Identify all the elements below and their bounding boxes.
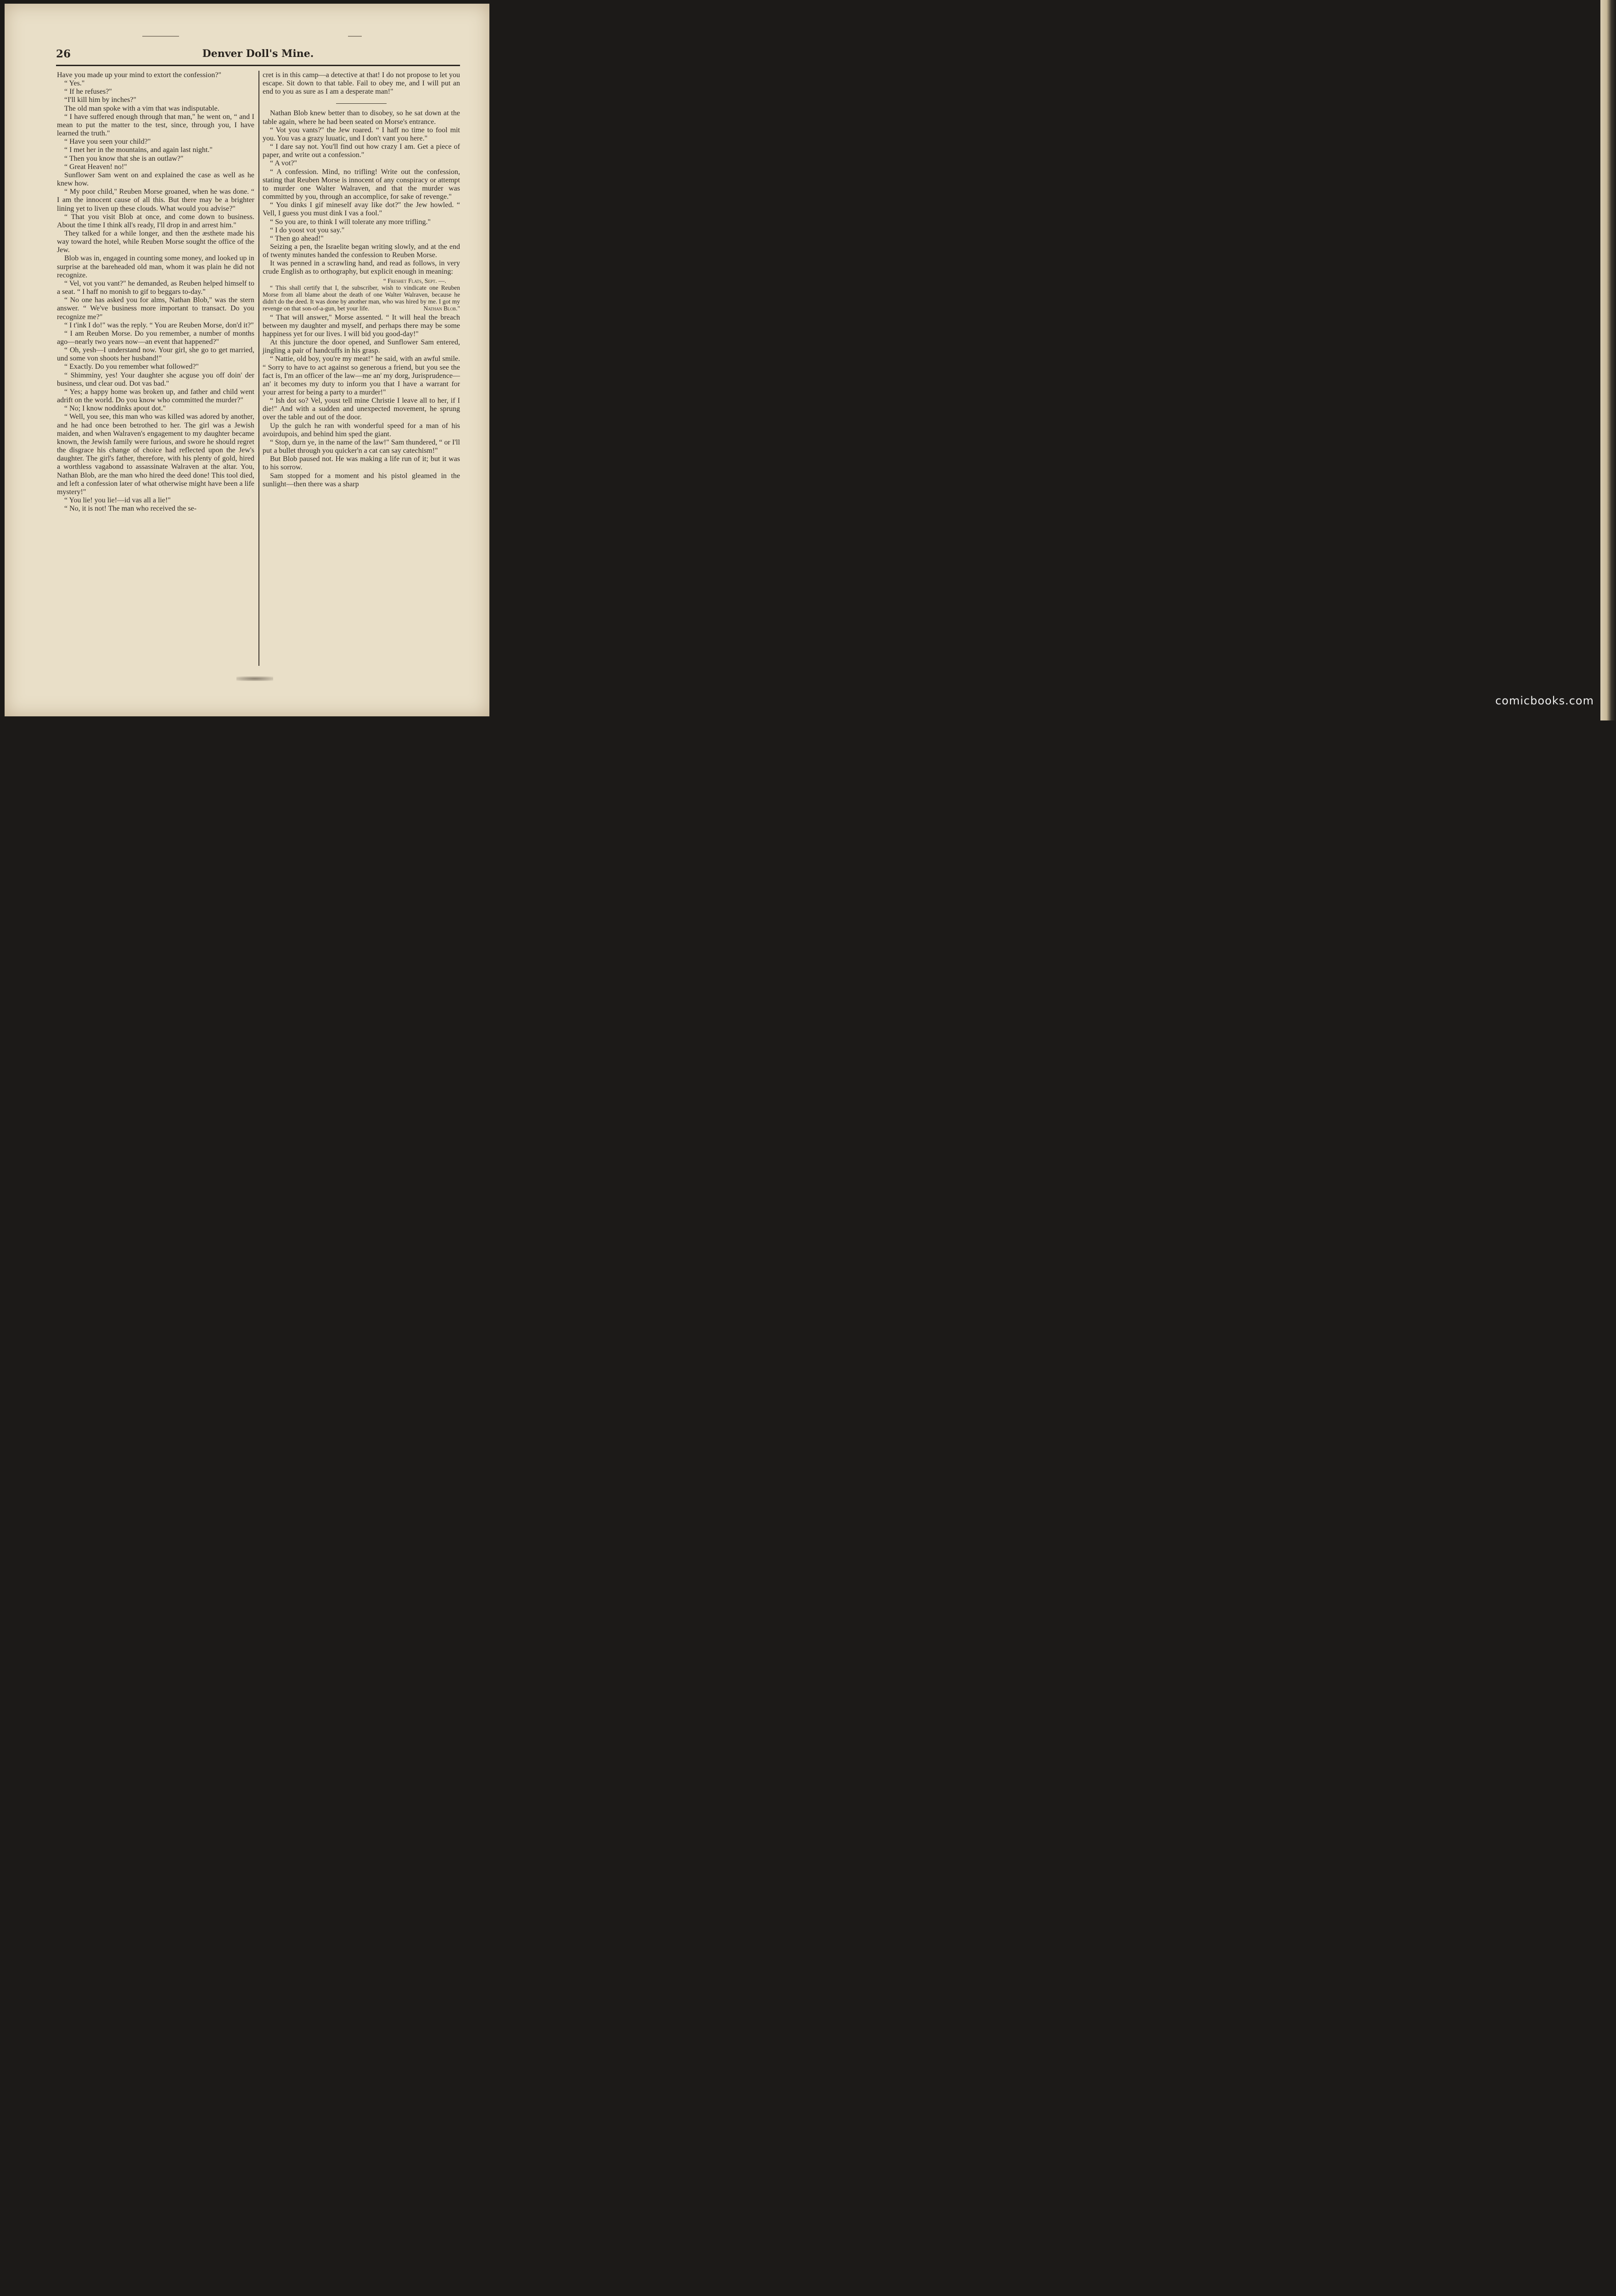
confession-letter [263, 277, 460, 312]
paragraph: Seizing a pen, the Israelite began writing slowly, and at the end of twenty minutes handed the confession to Reuben Morse. [263, 242, 460, 259]
paragraph: The old man spoke with a vim that was indisputable. [64, 104, 219, 113]
paragraph: “ Stop, durn ye, in the name of the law!" Sam thundered, “ or I'll put a bullet through you quicker'n a cat can say catechism!" [263, 438, 460, 455]
right-column-bottom [263, 314, 460, 489]
paragraph: “ Great Heaven! no!" [64, 163, 127, 171]
paragraph: “ My poor child," Reuben Morse groaned, when he was done. “ I am the innocent cause of all this. But there may be a brighter lining yet to liven up these clouds. What would you advise?" [57, 188, 254, 213]
column-divider [258, 71, 259, 666]
book-page [5, 4, 489, 716]
paragraph: “ Nattie, old boy, you're my meat!" he said, with an awful smile. “ Sorry to have to act against so generous a friend, but you see the fact is, I'm an officer of the law—me an' my dorg, Jurisprudence—an' it becomes my duty to inform you that I have a warrant for your arrest for being a party to a murder!" [263, 355, 460, 396]
paragraph: “ Then you know that she is an outlaw?" [64, 154, 184, 163]
paragraph: “ That you visit Blob at once, and come down to business. About the time I think all's ready, I'll drop in and arrest him." [57, 213, 254, 229]
paragraph: At this juncture the door opened, and Sunflower Sam entered, jingling a pair of handcuffs in his grasp. [263, 338, 460, 355]
paragraph: “ Exactly. Do you remember what followed?" [64, 363, 199, 371]
paragraph: It was penned in a scrawling hand, and read as follows, in very crude English as to orthography, but explicit enough in meaning: [263, 259, 460, 276]
paragraph: “ I have suffered enough through that man," he went on, “ and I mean to put the matter to the test, since, through you, I have learned the truth." [57, 113, 254, 138]
paragraph: “ Well, you see, this man who was killed was adored by another, and he had once been betrothed to her. The girl was a Jewish maiden, and when Walraven's engagement to my daughter became known, the Jewish family were furious, and swore he should regret the disgrace his change of choice had reflected upon the Jew's daughter. The girl's father, therefore, with his plenty of gold, hired a worthless vagabond to assassinate Walraven at the altar. You, Nathan Blob, are the man who hired the deed done! This tool died, and left a confession later of what otherwise might have been a life mystery!" [57, 413, 254, 496]
page-number: 26 [56, 48, 71, 60]
paragraph: Up the gulch he ran with wonderful speed for a man of his avoirdupois, and behind him sped the giant. [263, 422, 460, 438]
paragraph: “ I t'ink I do!" was the reply. “ You are Reuben Morse, don'd it?" [64, 321, 254, 329]
paragraph: “ I do yoost vot you say." [270, 226, 345, 234]
paragraph: “ I met her in the mountains, and again last night." [64, 146, 213, 154]
paragraph: “ No one has asked you for alms, Nathan Blob," was the stern answer. “ We've business more important to transact. Do you recognize me?" [57, 296, 254, 321]
paragraph: “ Yes; a happy home was broken up, and father and child went adrift on the world. Do you know who committed the murder?" [57, 388, 254, 405]
binding-edge [1600, 0, 1616, 720]
paragraph: “ Oh, yesh—I understand now. Your girl, she go to get married, und some von shoots her husband!" [57, 346, 254, 363]
paragraph: “ That will answer," Morse assented. “ It will heal the breach between my daughter and myself, and perhaps there may be some happiness yet for our lives. I will bid you good-day!" [263, 313, 460, 338]
right-column [263, 71, 460, 489]
paragraph: “ You lie! you lie!—id vas all a lie!" [64, 496, 171, 504]
header-rule [56, 65, 460, 66]
paragraph: “ Shimminy, yes! Your daughter she acguse you off doin' der business, und clear oud. Dot vas bad." [57, 371, 254, 388]
right-column-middle [263, 109, 460, 276]
paragraph: “ Have you seen your child?" [64, 138, 151, 146]
print-mark-right [348, 36, 362, 39]
letter-body-text: “ This shall certify that I, the subscriber, wish to vindicate one Reuben Morse from all blame about the death of one Walter Walraven, because he didn't do the deed. It was done by another man, who was hired by me. I got my revenge on that son-of-a-gun, bet your life. [263, 284, 460, 312]
paragraph: Blob was in, engaged in counting some money, and looked up in surprise at the bareheaded old man, whom it was plain he did not recognize. [57, 254, 254, 279]
watermark-text: comicbooks.com [1495, 694, 1594, 707]
paragraph: “ Vel, vot you vant?" he demanded, as Reuben helped himself to a seat. “ I haff no monish to gif to beggars to-day." [57, 279, 254, 296]
paragraph: cret is in this camp—a detective at that! I do not propose to let you escape. Sit down to that table. Fail to obey me, and I will put an end to you as sure as I am a desperate man!" [263, 71, 460, 96]
paragraph: Sam stopped for a moment and his pistol gleamed in the sunlight—then there was a sharp [263, 472, 460, 488]
paragraph: “ If he refuses?" [64, 88, 112, 96]
paragraph: “I'll kill him by inches?" [64, 96, 136, 104]
paragraph: “ No, it is not! The man who received the se- [64, 505, 197, 513]
paragraph: “ Then go ahead!" [270, 234, 324, 242]
paragraph: “ I dare say not. You'll find out how crazy I am. Get a piece of paper, and write out a confession." [263, 143, 460, 159]
right-column-top [263, 71, 460, 96]
paragraph: They talked for a while longer, and then the æsthete made his way toward the hotel, while Reuben Morse sought the office of the Jew. [57, 229, 254, 254]
ink-smudge [236, 676, 273, 681]
paragraph: “ A vot?" [270, 159, 297, 168]
paragraph: “ I am Reuben Morse. Do you remember, a number of months ago—nearly two years now—an event that happened?" [57, 329, 254, 346]
paragraph: “ A confession. Mind, no trifling! Write out the confession, stating that Reuben Morse is innocent of any conspiracy or attempt to murder one Walter Walraven, and that the murder was committed by you, through an accomplice, for sake of revenge." [263, 168, 460, 201]
left-column [57, 71, 254, 513]
print-mark-left [142, 36, 179, 39]
paragraph: But Blob paused not. He was making a life run of it; but it was to his sorrow. [263, 455, 460, 472]
paragraph: “ You dinks I gif mineself avay like dot?" the Jew howled. “ Vell, I guess you must dink I vas a fool." [263, 201, 460, 218]
paragraph: “ No; I know noddinks apout dot." [64, 405, 166, 413]
letter-dateline: “ Freshet Flats, Sept. —. [383, 277, 446, 284]
letter-body [263, 284, 460, 312]
paragraph: “ Vot you vants?" the Jew roared. “ I haff no time to fool mit you. You vas a grazy luuatic, und I don't vant you here." [263, 126, 460, 142]
paragraph: Nathan Blob knew better than to disobey, so he sat down at the table again, where he had been seated on Morse's entrance. [263, 109, 460, 126]
paragraph: “ So you are, to think I will tolerate any more trifling." [270, 218, 431, 226]
letter-signature: Nathan Blob." [423, 304, 460, 312]
paragraph: “ Ish dot so? Vel, youst tell mine Christie I leave all to her, if I die!" And with a sudden and unexpected movement, he sprung over the table and out of the door. [263, 397, 460, 422]
section-separator [336, 103, 387, 104]
running-title: Denver Doll's Mine. [202, 48, 314, 60]
page-header [56, 48, 460, 66]
paragraph: Have you made up your mind to extort the confession?" [57, 71, 221, 79]
paragraph: Sunflower Sam went on and explained the case as well as he knew how. [57, 171, 254, 188]
paragraph: “ Yes." [64, 79, 85, 88]
